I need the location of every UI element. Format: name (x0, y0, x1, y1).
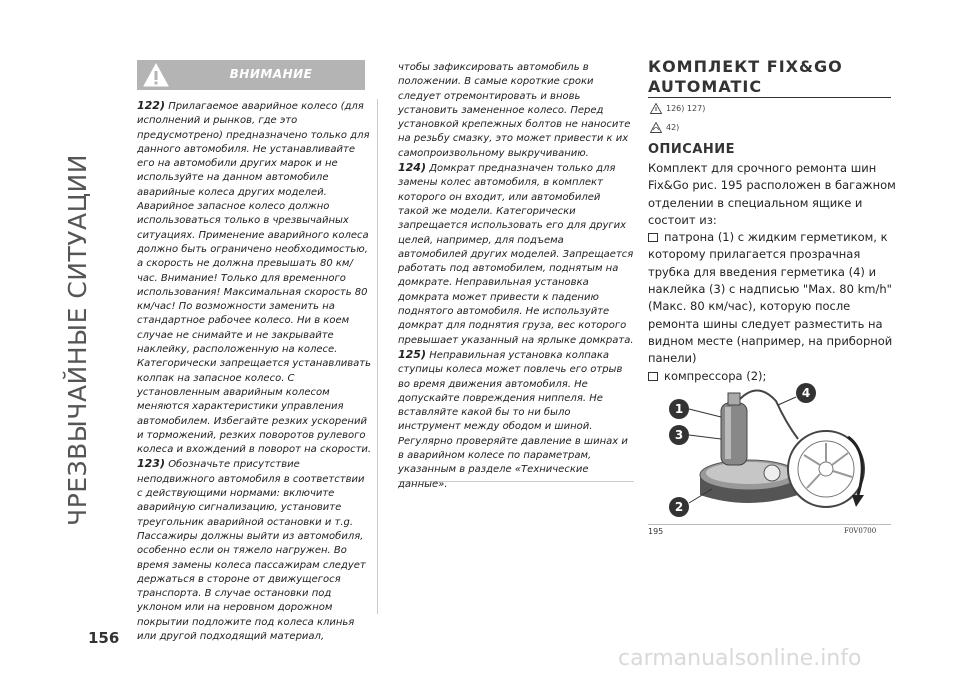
warning-text: Прилагаемое аварийное колесо (для исполнений и рынков, где это предусмотрено) предназначено только для данного автомобиля. Не устанавливайте его на автомобили других марок и не используйте на данном автомобиле аварийные колеса других моделей. Аварийное запасное колесо должно использоваться только в чрезвычайных ситуациях. Применение аварийного колеса должно быть ограничено необходимостью, а скорость не должна превышать 80 км/час. Внимание! Только для временного использования! Максимальная скорость 80 км/час! По возможности заменить на стандартное рабочее колесо. Ни в коем случае не снимайте и не закрывайте наклейку, расположенную на колесе. Категорически запрещается устанавливать колпак на запасное колесо. С установленным аварийным колесом меняются характеристики управления автомобилем. Избегайте резких ускорений и торможений, резких поворотов рулевого колеса и вхождений в поворот на скорости. (137, 101, 372, 456)
warning-text: Неправильная установка колпака ступицы колеса может повлечь его отрыв во время движения автомобиля. Не допускайте повреждения ниппеля. Не вставляйте какой бы то ни было инструмент между ободом и шиной. Регулярно проверяйте давление в шинах и в аварийном колесе по параметрам, указанным в разделе «Технические данные». (398, 349, 628, 490)
list-item-text: патрона (1) с жидким герметиком, к которому прилагается прозрачная трубка для введения герметика (4) и наклейка (3) с надписью "Max. 80 km/h" (Макс. 80 км/час), которую после ремонта шины следует разместить на видном месте (например, на приборной панели) (648, 230, 893, 366)
warning-column-2 (398, 61, 634, 490)
warning-text: Обозначьте присутствие неподвижного автомобиля в соответствии с действующими нормами: включите аварийную сигнализацию, установите треугольник аварийной остановки и т.g. Пассажиры должны выйти из автомобиля, особенно если он тяжело нагружен. Во время замены колеса пассажирам следует держаться в стороне от движущегося транспорта. В случае остановки под уклоном или на неровном дорожном покрытии подложите под колеса клинья или другой подходящий материал, (137, 459, 366, 642)
warning-column-1 (137, 99, 378, 642)
caution-ref-text: 42) (666, 123, 680, 132)
warning-ref-row (650, 103, 705, 114)
warning-number: 123) (137, 457, 165, 471)
chapter-side-title: ЧРЕЗВЫЧАЙНЫЕ СИТУАЦИИ (63, 154, 92, 526)
caution-triangle-icon (650, 122, 662, 133)
warning-title: ВНИМАНИЕ (229, 67, 313, 81)
warning-triangle-icon (650, 103, 662, 114)
site-watermark: carmanualsonline.info (618, 646, 862, 671)
warning-triangle-icon (143, 62, 169, 88)
list-item (648, 229, 898, 367)
description-body (648, 160, 898, 385)
warning-ref-text: 126) 127) (666, 104, 706, 113)
checkbox-bullet-icon (648, 233, 658, 242)
callout-2-label: 2 (674, 500, 684, 514)
warning-number: 125) (398, 347, 426, 361)
subsection-heading: ОПИСАНИЕ (648, 142, 736, 157)
page-number: 156 (88, 629, 120, 647)
warning-paragraph (398, 161, 634, 348)
warning-text: чтобы зафиксировать автомобиль в положении. В самые короткие сроки следует отремонтировать и вновь установить замененное колесо. Перед установкой крепежных болтов не наносите на резьбу смазку, это может привести к их самопроизвольному выкручиванию. (398, 62, 631, 159)
callout-4-label: 4 (801, 386, 811, 400)
figure-number: 195 (648, 527, 664, 536)
section-title: КОМПЛЕКТ FIX&GO AUTOMATIC (648, 57, 843, 96)
warning-number: 122) (137, 99, 165, 112)
callout-3-label: 3 (674, 428, 684, 442)
warning-header (137, 60, 365, 90)
callout-1-label: 1 (674, 402, 684, 416)
warning-paragraph (398, 348, 634, 492)
caution-ref-row (650, 122, 679, 133)
fix-and-go-kit-illustration (648, 383, 891, 521)
warning-paragraph (137, 457, 373, 644)
warning-paragraph (137, 99, 373, 457)
intro-paragraph: Комплект для срочного ремонта шин Fix&Go рис. 195 расположен в багажном отделении в специальном ящике и состоит из: (648, 161, 896, 227)
list-item-text: компрессора (2); (664, 368, 767, 383)
warning-paragraph (398, 61, 634, 161)
figure-code: F0V0700 (844, 527, 877, 535)
warning-number: 124) (398, 161, 426, 175)
checkbox-bullet-icon (648, 372, 658, 381)
warning-text: Домкрат предназначен только для замены колес автомобиля, в комплект которого он входит, или автомобилей такой же модели. Категорически запрещается использовать его для других целей, например, для подъема автомобилей других моделей. Запрещается работать под автомобилем, поднятым на домкрате. Неправильная установка домкрата может привести к падению поднятого автомобиля. Не используйте домкрат для поднятия груза, вес которого превышает указанный на ярлыке домкрата. (398, 163, 634, 346)
title-divider (648, 97, 891, 98)
figure-divider (648, 524, 891, 525)
